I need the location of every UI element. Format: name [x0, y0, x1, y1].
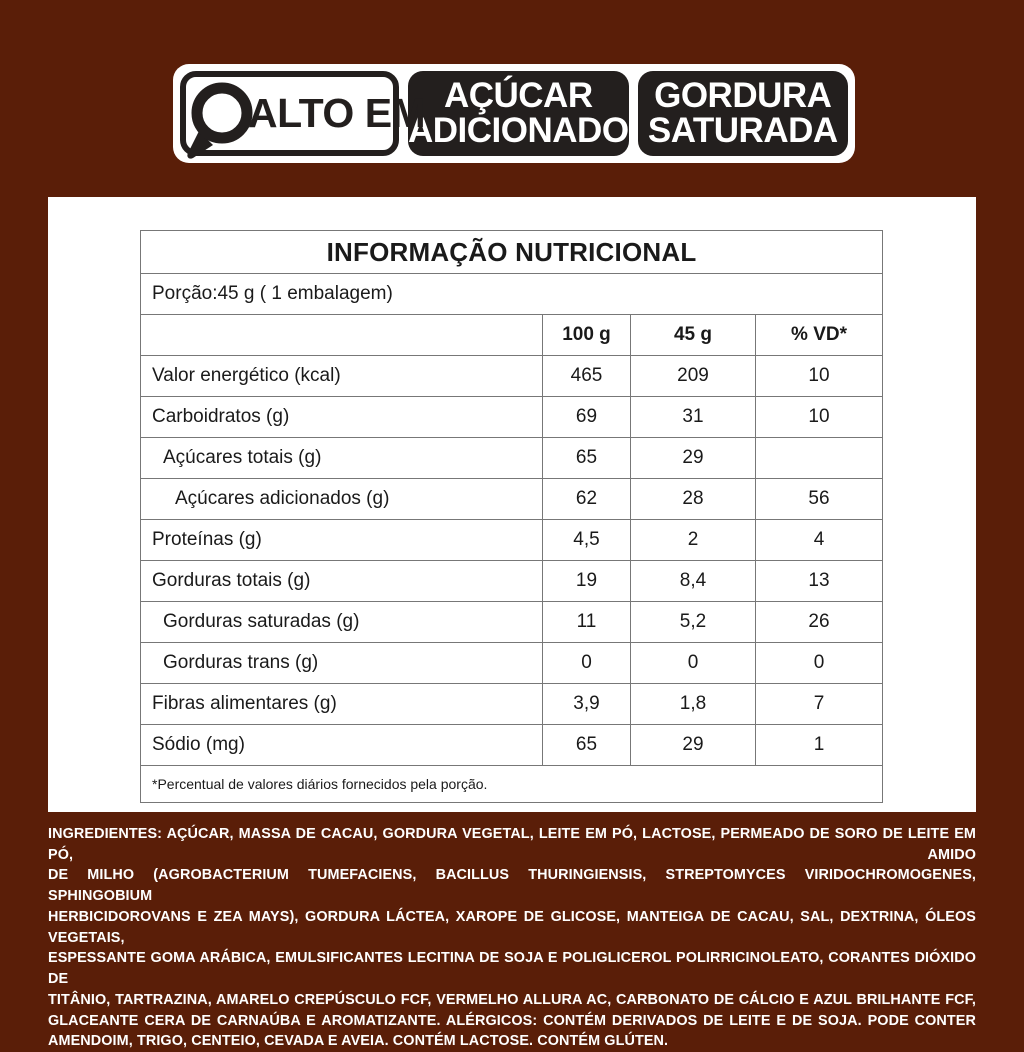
table-row: [141, 684, 883, 725]
ingredients-line: DE MILHO (AGROBACTERIUM TUMEFACIENS, BACILLUS THURINGIENSIS, STREPTOMYCES VIRIDOCHROMOGENES, SPHINGOBIUM: [48, 867, 976, 905]
table-row: [141, 520, 883, 561]
nutrient-label: Carboidratos (g): [141, 397, 543, 438]
ingredients-line: GLACEANTE CERA DE CARNAÚBA E AROMATIZANTE. ALÉRGICOS: CONTÉM DERIVADOS DE LEITE E DE SOJA. PODE CONTER: [48, 1012, 976, 1029]
nutrition-table: [140, 230, 883, 803]
value-per-100g: 4,5: [543, 520, 631, 561]
value-per-portion: 8,4: [631, 561, 756, 602]
value-vd: [756, 438, 883, 479]
column-header: 100 g: [543, 315, 631, 356]
value-vd: 56: [756, 479, 883, 520]
column-header: % VD*: [756, 315, 883, 356]
value-vd: 7: [756, 684, 883, 725]
value-per-portion: 5,2: [631, 602, 756, 643]
value-per-100g: 0: [543, 643, 631, 684]
table-row: [141, 643, 883, 684]
value-per-100g: 11: [543, 602, 631, 643]
portion-text: Porção:45 g ( 1 embalagem): [141, 274, 883, 315]
warning-acucar-line1: AÇÚCAR: [443, 76, 593, 116]
value-per-portion: 2: [631, 520, 756, 561]
value-per-portion: 29: [631, 725, 756, 766]
value-per-portion: 209: [631, 356, 756, 397]
value-per-100g: 69: [543, 397, 631, 438]
value-vd: 10: [756, 397, 883, 438]
nutrient-label: Fibras alimentares (g): [141, 684, 543, 725]
value-vd: 0: [756, 643, 883, 684]
ingredients-line: [48, 824, 976, 865]
value-per-100g: 3,9: [543, 684, 631, 725]
value-per-portion: 31: [631, 397, 756, 438]
nutrient-label: Gorduras totais (g): [141, 561, 543, 602]
nutrient-label: Proteínas (g): [141, 520, 543, 561]
value-per-100g: 65: [543, 725, 631, 766]
value-vd: 10: [756, 356, 883, 397]
nutrient-label: Valor energético (kcal): [141, 356, 543, 397]
table-row: [141, 725, 883, 766]
value-vd: 26: [756, 602, 883, 643]
portion-row: [141, 274, 883, 315]
value-per-portion: 0: [631, 643, 756, 684]
value-vd: 13: [756, 561, 883, 602]
column-header: [141, 315, 543, 356]
value-vd: 1: [756, 725, 883, 766]
ingredients-line: ESPESSANTE GOMA ARÁBICA, EMULSIFICANTES LECITINA DE SOJA E POLIGLICEROL POLIRRICINOLEATO, CORANTES DIÓXIDO DE: [48, 950, 976, 988]
nutrition-title: INFORMAÇÃO NUTRICIONAL: [141, 231, 883, 274]
column-header: 45 g: [631, 315, 756, 356]
table-row: [141, 479, 883, 520]
alto-em-pill: [180, 71, 426, 156]
table-row: [141, 561, 883, 602]
column-header-row: [141, 315, 883, 356]
table-row: [141, 602, 883, 643]
footnote-text: *Percentual de valores diários fornecidos pela porção.: [141, 766, 883, 803]
ingredients-block: [48, 824, 976, 1052]
nutrient-label: Gorduras trans (g): [141, 643, 543, 684]
table-row: [141, 397, 883, 438]
value-per-100g: 465: [543, 356, 631, 397]
value-per-100g: 65: [543, 438, 631, 479]
table-title-row: [141, 231, 883, 274]
warning-acucar-line2: ADICIONADO: [408, 110, 629, 150]
warning-gordura-saturada: [638, 71, 848, 156]
ingredients-line: AMENDOIM, TRIGO, CENTEIO, CEVADA E AVEIA. CONTÉM LACTOSE. CONTÉM GLÚTEN.: [48, 1033, 669, 1050]
ingredients-line: HERBICIDOROVANS E ZEA MAYS), GORDURA LÁCTEA, XAROPE DE GLICOSE, MANTEIGA DE CACAU, SAL, DEXTRINA, ÓLEOS VEGETAIS,: [48, 908, 976, 946]
value-per-portion: 29: [631, 438, 756, 479]
nutrition-card: [48, 197, 976, 812]
value-per-100g: 19: [543, 561, 631, 602]
warning-banner: [173, 64, 855, 163]
ingredients-label: INGREDIENTES:: [48, 826, 163, 842]
table-row: [141, 438, 883, 479]
nutrient-label: Gorduras saturadas (g): [141, 602, 543, 643]
table-row: [141, 356, 883, 397]
value-vd: 4: [756, 520, 883, 561]
ingredients-line-text: AÇÚCAR, MASSA DE CACAU, GORDURA VEGETAL, LEITE EM PÓ, LACTOSE, PERMEADO DE SORO DE LEITE EM PÓ, AMIDO: [48, 826, 976, 863]
value-per-portion: 1,8: [631, 684, 756, 725]
nutrient-label: Sódio (mg): [141, 725, 543, 766]
ingredients-line: TITÂNIO, TARTRAZINA, AMARELO CREPÚSCULO FCF, VERMELHO ALLURA AC, CARBONATO DE CÁLCIO E AZUL BRILHANTE FCF,: [48, 991, 976, 1008]
value-per-portion: 28: [631, 479, 756, 520]
nutrient-label: Açúcares totais (g): [141, 438, 543, 479]
value-per-100g: 62: [543, 479, 631, 520]
alto-em-label: ALTO EM: [248, 90, 426, 136]
warning-acucar-adicionado: [408, 71, 629, 156]
nutrient-label: Açúcares adicionados (g): [141, 479, 543, 520]
warning-gordura-line2: SATURADA: [647, 110, 838, 150]
warning-gordura-line1: GORDURA: [654, 76, 832, 116]
footnote-row: [141, 766, 883, 803]
